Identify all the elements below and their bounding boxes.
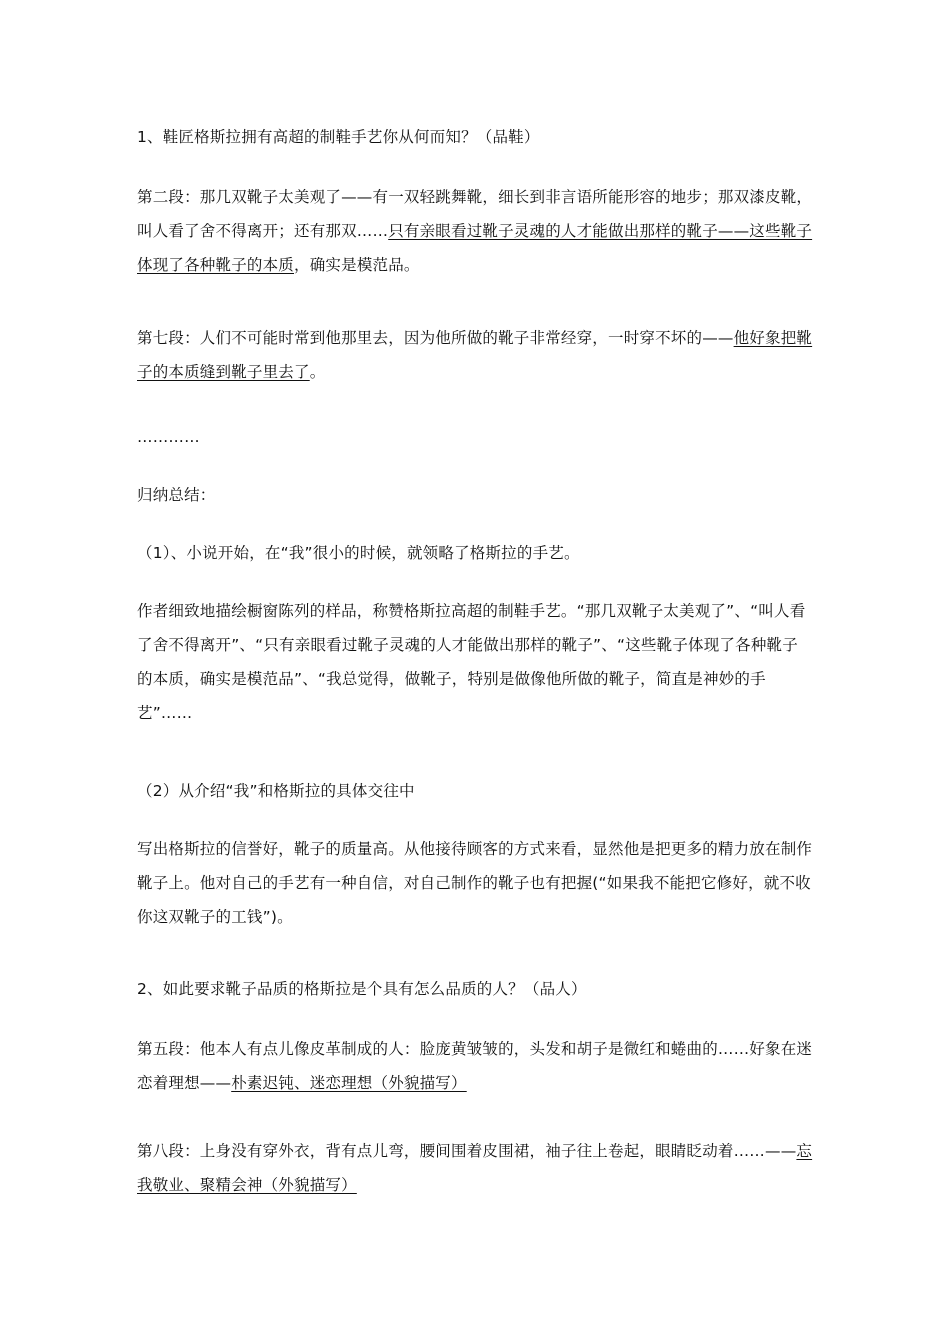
paragraph-2-text: 第二段：那几双靴子太美观了——有一双轻跳舞靴，细长到非言语所能形容的地步；那双漆皮靴，叫人看了舍不得离开；还有那双…… (137, 188, 813, 240)
paragraph-7-tail: 。 (309, 363, 326, 381)
question-2: 2、如此要求靴子品质的格斯拉是个具有怎么品质的人？（品人） (137, 980, 587, 998)
paragraph-7-text: 第七段：人们不可能时常到他那里去，因为他所做的靴子非常经穿，一时穿不坏的—— (137, 329, 734, 347)
summary-1-heading: （1）、小说开始，在“我”很小的时候，就领略了格斯拉的手艺。 (137, 544, 580, 562)
paragraph-5-underlined: 朴素迟钝、迷恋理想（外貌描写） (231, 1074, 467, 1092)
paragraph-7-quote (137, 321, 813, 389)
paragraph-8-quote (137, 1134, 813, 1202)
ellipsis: ………… (137, 428, 200, 446)
summary-1-body: 作者细致地描绘橱窗陈列的样品，称赞格斯拉高超的制鞋手艺。“那几双靴子太美观了”、“叫人看了舍不得离开”、“只有亲眼看过靴子灵魂的人才能做出那样的靴子”、“这些靴子体现了各种靴子的本质，确实是模范品”、“我总觉得，做靴子，特别是做像他所做的靴子，简直是神妙的手艺”…… (137, 602, 806, 722)
paragraph-5-quote (137, 1032, 813, 1100)
summary-2-body: 写出格斯拉的信誉好，靴子的质量高。从他接待顾客的方式来看，显然他是把更多的精力放在制作靴子上。他对自己的手艺有一种自信，对自己制作的靴子也有把握(“如果我不能把它修好，就不收你这双靴子的工钱”)。 (137, 840, 813, 926)
paragraph-2-underlined: 只有亲眼看过靴子灵魂的人才能做出那样的靴子——这些靴子体现了各种靴子的本质 (137, 222, 813, 274)
paragraph-8-underlined: 忘我敬业、聚精会神（外貌描写） (137, 1142, 813, 1194)
paragraph-2-quote (137, 180, 813, 282)
paragraph-5-text: 第五段：他本人有点儿像皮革制成的人：脸庞黄皱皱的，头发和胡子是微红和蜷曲的……好象在迷恋着理想—— (137, 1040, 813, 1092)
question-1: 1、鞋匠格斯拉拥有高超的制鞋手艺你从何而知？（品鞋） (137, 128, 540, 146)
paragraph-7-underlined: 他好象把靴子的本质缝到靴子里去了 (137, 329, 813, 381)
summary-title: 归纳总结： (137, 486, 216, 504)
paragraph-2-tail: ，确实是模范品。 (294, 256, 420, 274)
paragraph-8-text: 第八段：上身没有穿外衣，背有点儿弯，腰间围着皮围裙，袖子往上卷起，眼睛眨动着……—— (137, 1142, 797, 1160)
summary-2-heading: （2）从介绍“我”和格斯拉的具体交往中 (137, 782, 415, 800)
